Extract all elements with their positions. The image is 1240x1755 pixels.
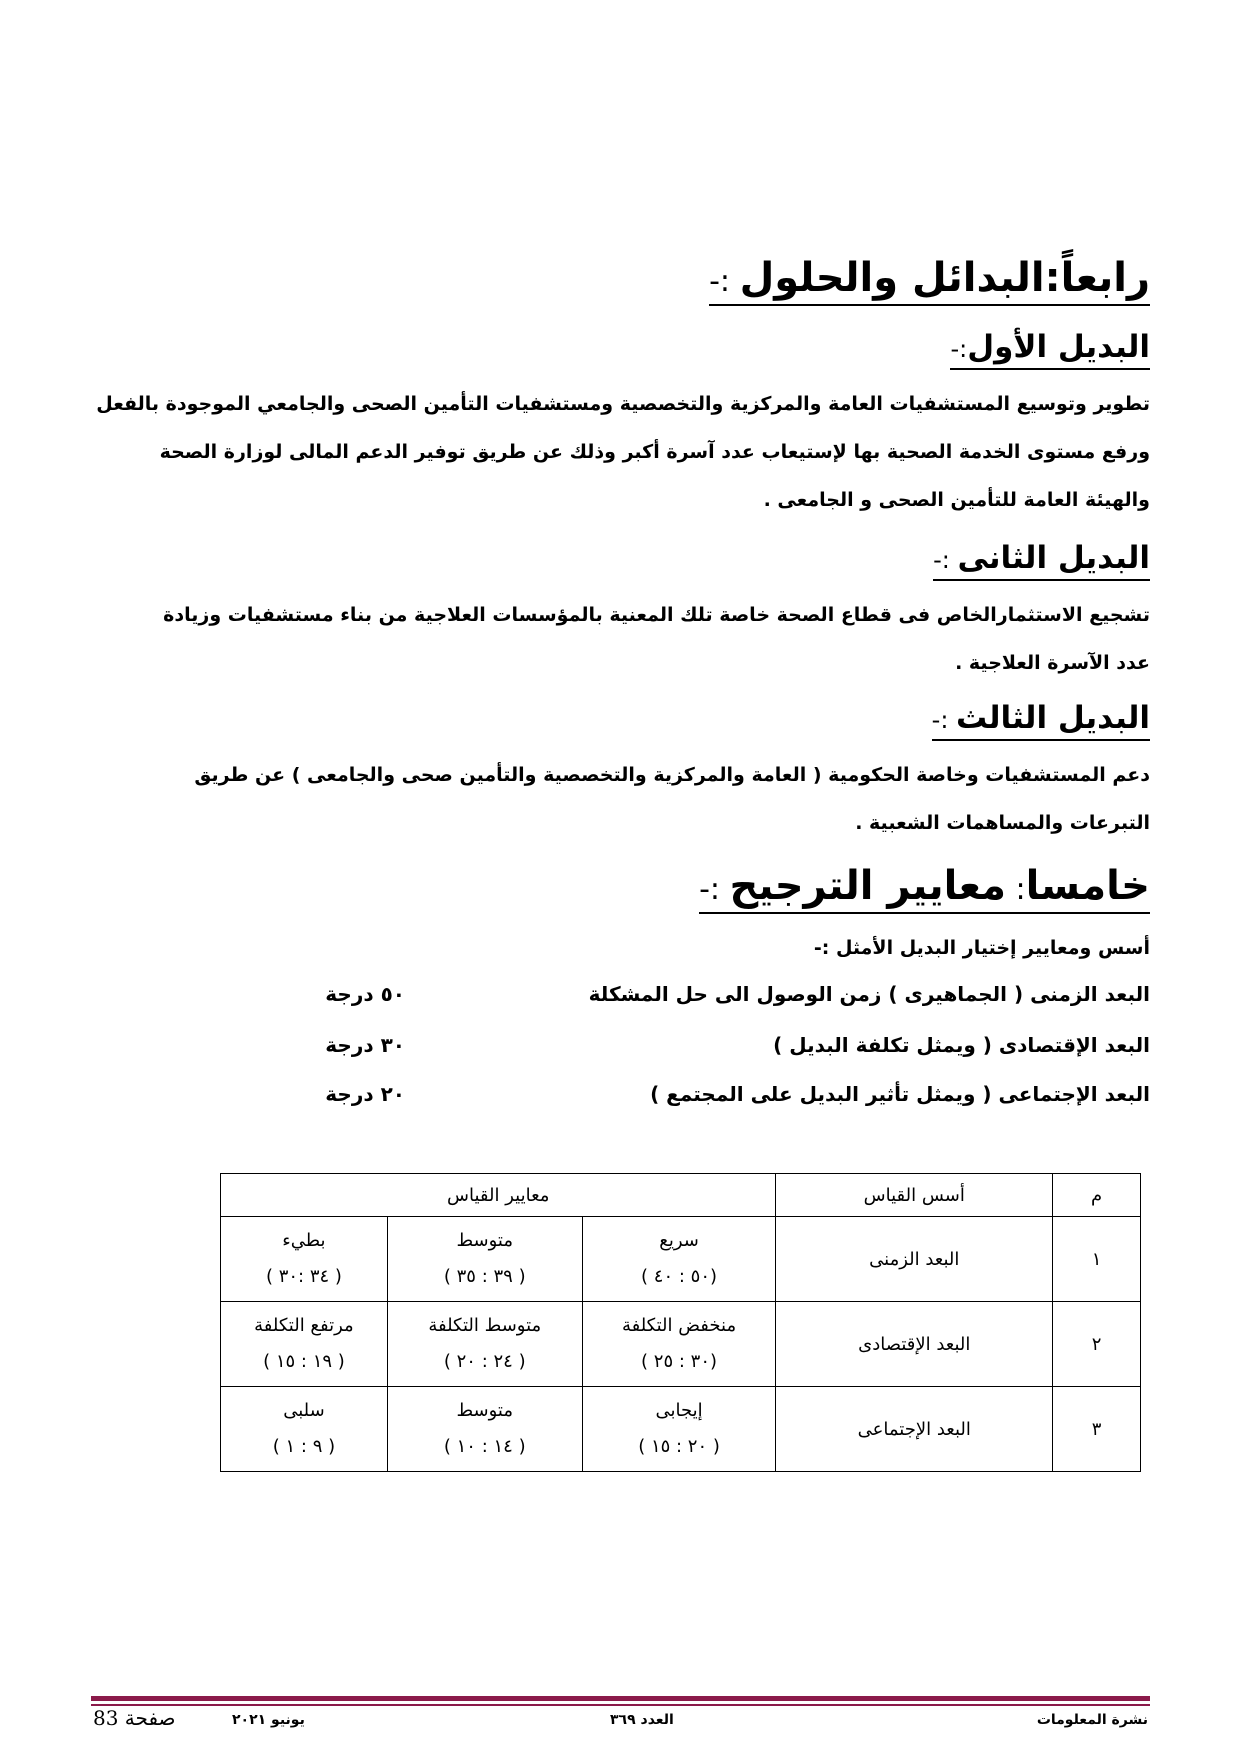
footer-issue: العدد ٣٦٩ (610, 1712, 674, 1728)
table-header-row (221, 1174, 1141, 1217)
alternative-1-text (95, 380, 1150, 524)
criteria-label: البعد الإقتصادى ( ويمثل تكلفة البديل ) (773, 1033, 1150, 1057)
section-title-part: معايير الترجيح (729, 863, 1006, 909)
alternative-2-title: البديل الثانى (957, 540, 1150, 576)
table-row (221, 1217, 1141, 1302)
cell-name: متوسط التكلفة (428, 1315, 542, 1336)
section-title-trail: :- (699, 872, 730, 907)
alternative-1-heading (950, 329, 1150, 370)
criteria-label: البعد الإجتماعى ( ويمثل تأثير البديل على المجتمع ) (650, 1082, 1150, 1106)
section-title-part: خامسا (1025, 863, 1150, 909)
cell-range: ( ١٤ : ١٠ ) (443, 1436, 526, 1457)
footer-page-number: صفحة 83 (93, 1706, 176, 1730)
criteria-score: ٢٠ درجة (325, 1082, 405, 1106)
paragraph-line: والهيئة العامة للتأمين الصحى و الجامعى . (763, 489, 1150, 511)
cell-range: (٣٠ : ٢٥ ) (641, 1351, 718, 1372)
cell-range: ( ١٩ : ١٥ ) (263, 1351, 345, 1372)
cell-name: متوسط (456, 1400, 514, 1421)
cell-name: متوسط (456, 1230, 514, 1251)
alternative-3-heading (931, 700, 1150, 741)
alternative-2-trail: :- (933, 546, 958, 574)
criteria-cell (387, 1302, 582, 1387)
alternative-3-text (95, 751, 1150, 847)
criteria-cell (221, 1387, 388, 1472)
section-heading-criteria (699, 863, 1150, 914)
criteria-cell (582, 1302, 776, 1387)
paragraph-line: ورفع مستوى الخدمة الصحية بها لإستيعاب عدد آسرة أكبر وذلك عن طريق توفير الدعم المالى لوزارة الصحة (159, 441, 1150, 463)
criteria-score: ٥٠ درجة (325, 982, 405, 1006)
alternative-2-text (95, 591, 1150, 687)
header-num: م (1053, 1174, 1141, 1217)
cell-range: ( ٣٤ :٣٠ ) (265, 1266, 342, 1287)
section-title: رابعاً:البدائل والحلول (739, 255, 1150, 301)
cell-name: مرتفع التكلفة (254, 1315, 354, 1336)
row-basis: البعد الزمنى (776, 1217, 1053, 1302)
criteria-cell (221, 1217, 388, 1302)
paragraph-line: التبرعات والمساهمات الشعبية . (855, 812, 1150, 834)
header-criteria: معايير القياس (221, 1174, 776, 1217)
criteria-cell (221, 1302, 388, 1387)
criteria-item (100, 1033, 1150, 1063)
table-row (221, 1387, 1141, 1472)
section-title-trail: :- (709, 264, 740, 299)
alternative-2-heading (933, 540, 1150, 581)
paragraph-line: عدد الآسرة العلاجية . (955, 652, 1150, 674)
measurement-table (220, 1173, 1141, 1472)
cell-name: سريع (659, 1230, 699, 1251)
row-num: ٢ (1053, 1302, 1141, 1387)
row-basis: البعد الإجتماعى (776, 1387, 1053, 1472)
criteria-label: البعد الزمنى ( الجماهيرى ) زمن الوصول الى حل المشكلة (588, 982, 1150, 1006)
cell-name: بطيء (282, 1230, 326, 1251)
alternative-3-trail: :- (931, 706, 957, 734)
footer-publication: نشرة المعلومات (1036, 1712, 1148, 1728)
table-row (221, 1302, 1141, 1387)
paragraph-line: تطوير وتوسيع المستشفيات العامة والمركزية والتخصصية ومستشفيات التأمين الصحى والجامعي الموجودة بالفعل (96, 393, 1150, 415)
section-heading-alternatives (709, 255, 1150, 306)
criteria-cell (387, 1217, 582, 1302)
criteria-item (100, 982, 1150, 1012)
criteria-item (100, 1082, 1150, 1112)
footer-rule-thick (91, 1696, 1150, 1701)
footer-date: يونيو ٢٠٢١ (232, 1712, 305, 1728)
header-basis: أسس القياس (776, 1174, 1053, 1217)
footer-rule-thin (91, 1704, 1150, 1706)
cell-name: سلبى (283, 1400, 325, 1421)
cell-range: ( ٣٩ : ٣٥ ) (443, 1266, 526, 1287)
criteria-cell (582, 1217, 776, 1302)
cell-range: ( ٩ : ١ ) (272, 1436, 336, 1457)
cell-name: إيجابى (655, 1400, 703, 1421)
cell-name: منخفض التكلفة (621, 1315, 737, 1336)
paragraph-line: دعم المستشفيات وخاصة الحكومية ( العامة والمركزية والتخصصية والتأمين صحى والجامعى ) عن طريق (194, 764, 1150, 786)
cell-range: (٥٠ : ٤٠ ) (641, 1266, 718, 1287)
criteria-score: ٣٠ درجة (325, 1033, 405, 1057)
criteria-intro: أسس ومعايير إختيار البديل الأمثل :- (813, 937, 1150, 959)
row-basis: البعد الإقتصادى (776, 1302, 1053, 1387)
paragraph-line: تشجيع الاستثمارالخاص فى قطاع الصحة خاصة تلك المعنية بالمؤسسات العلاجية من بناء مستشفيات وزيادة (163, 604, 1150, 626)
alternative-3-title: البديل الثالث (956, 700, 1150, 736)
cell-range: ( ٢٠ : ١٥ ) (638, 1436, 720, 1457)
criteria-cell (582, 1387, 776, 1472)
alternative-1-trail: :- (950, 335, 968, 363)
alternative-1-title: البديل الأول (967, 329, 1150, 365)
row-num: ٣ (1053, 1387, 1141, 1472)
section-title-separator: : (1006, 872, 1026, 907)
row-num: ١ (1053, 1217, 1141, 1302)
cell-range: ( ٢٤ : ٢٠ ) (443, 1351, 526, 1372)
criteria-cell (387, 1387, 582, 1472)
